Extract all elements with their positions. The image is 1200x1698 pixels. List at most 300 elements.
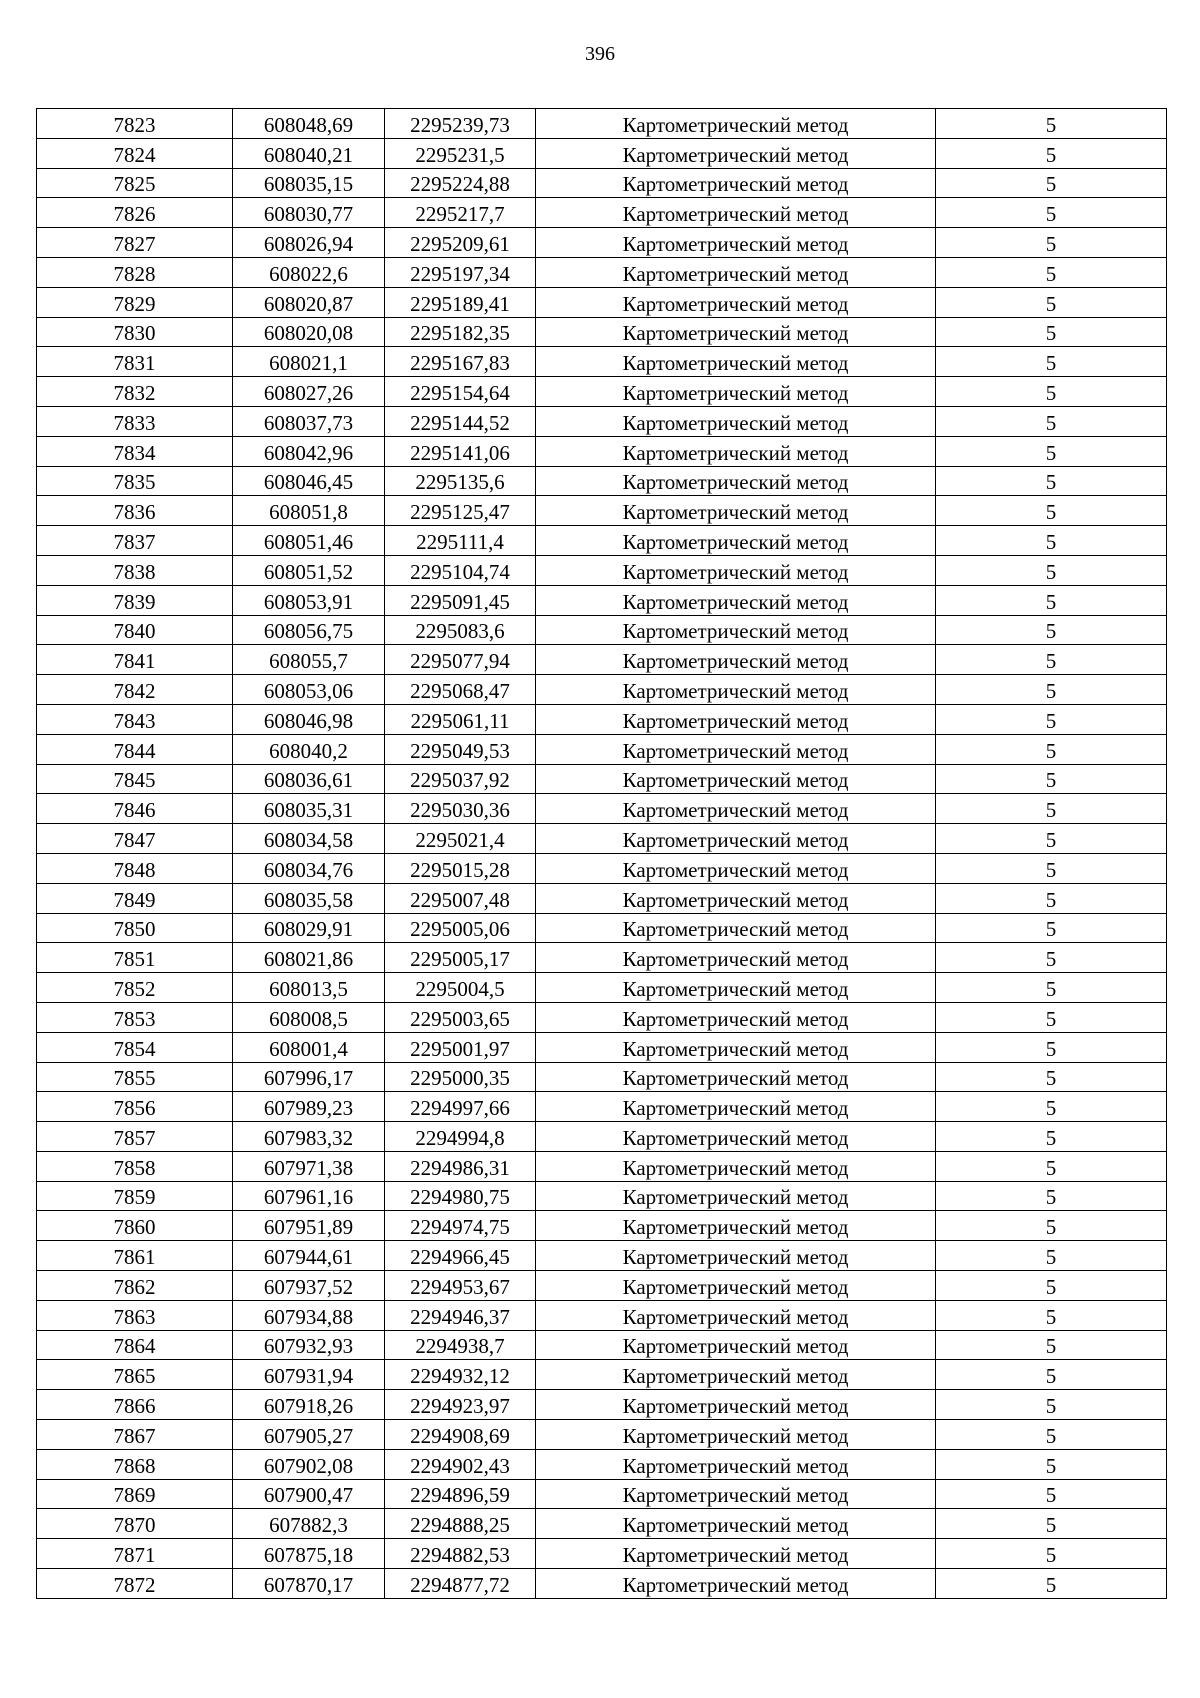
point-number-cell: 7838 <box>37 555 233 585</box>
method-cell: Картометрический метод <box>536 466 936 496</box>
point-number-cell: 7840 <box>37 615 233 645</box>
x-coordinate-cell: 607934,88 <box>233 1300 385 1330</box>
table-row <box>37 109 1167 139</box>
point-number-cell: 7858 <box>37 1151 233 1181</box>
point-number-cell: 7827 <box>37 228 233 258</box>
y-coordinate-cell: 2295083,6 <box>385 615 536 645</box>
x-coordinate-cell: 608013,5 <box>233 973 385 1003</box>
accuracy-cell: 5 <box>936 734 1167 764</box>
accuracy-cell: 5 <box>936 1151 1167 1181</box>
table-row <box>37 1300 1167 1330</box>
point-number-cell: 7863 <box>37 1300 233 1330</box>
y-coordinate-cell: 2294896,59 <box>385 1479 536 1509</box>
y-coordinate-cell: 2295001,97 <box>385 1032 536 1062</box>
method-cell: Картометрический метод <box>536 1330 936 1360</box>
x-coordinate-cell: 608036,61 <box>233 764 385 794</box>
point-number-cell: 7830 <box>37 317 233 347</box>
y-coordinate-cell: 2294888,25 <box>385 1509 536 1539</box>
x-coordinate-cell: 608053,91 <box>233 585 385 615</box>
accuracy-cell: 5 <box>936 973 1167 1003</box>
y-coordinate-cell: 2294902,43 <box>385 1449 536 1479</box>
x-coordinate-cell: 608053,06 <box>233 675 385 705</box>
point-number-cell: 7833 <box>37 406 233 436</box>
y-coordinate-cell: 2295111,4 <box>385 526 536 556</box>
point-number-cell: 7825 <box>37 168 233 198</box>
accuracy-cell: 5 <box>936 168 1167 198</box>
method-cell: Картометрический метод <box>536 734 936 764</box>
method-cell: Картометрический метод <box>536 704 936 734</box>
accuracy-cell: 5 <box>936 1092 1167 1122</box>
x-coordinate-cell: 608046,98 <box>233 704 385 734</box>
point-number-cell: 7844 <box>37 734 233 764</box>
y-coordinate-cell: 2295091,45 <box>385 585 536 615</box>
y-coordinate-cell: 2294877,72 <box>385 1569 536 1599</box>
x-coordinate-cell: 607902,08 <box>233 1449 385 1479</box>
y-coordinate-cell: 2294953,67 <box>385 1271 536 1301</box>
accuracy-cell: 5 <box>936 585 1167 615</box>
method-cell: Картометрический метод <box>536 317 936 347</box>
table-row <box>37 1539 1167 1569</box>
table-row <box>37 675 1167 705</box>
method-cell: Картометрический метод <box>536 1092 936 1122</box>
point-number-cell: 7868 <box>37 1449 233 1479</box>
method-cell: Картометрический метод <box>536 1062 936 1092</box>
x-coordinate-cell: 608020,87 <box>233 287 385 317</box>
y-coordinate-cell: 2294997,66 <box>385 1092 536 1122</box>
method-cell: Картометрический метод <box>536 764 936 794</box>
x-coordinate-cell: 608020,08 <box>233 317 385 347</box>
x-coordinate-cell: 608055,7 <box>233 645 385 675</box>
y-coordinate-cell: 2295231,5 <box>385 138 536 168</box>
method-cell: Картометрический метод <box>536 168 936 198</box>
table-row <box>37 764 1167 794</box>
x-coordinate-cell: 607951,89 <box>233 1211 385 1241</box>
point-number-cell: 7828 <box>37 257 233 287</box>
x-coordinate-cell: 607961,16 <box>233 1181 385 1211</box>
page-number: 396 <box>585 43 615 65</box>
table-row <box>37 615 1167 645</box>
point-number-cell: 7841 <box>37 645 233 675</box>
table-row <box>37 406 1167 436</box>
point-number-cell: 7829 <box>37 287 233 317</box>
y-coordinate-cell: 2295049,53 <box>385 734 536 764</box>
y-coordinate-cell: 2295135,6 <box>385 466 536 496</box>
point-number-cell: 7855 <box>37 1062 233 1092</box>
point-number-cell: 7861 <box>37 1241 233 1271</box>
accuracy-cell: 5 <box>936 436 1167 466</box>
x-coordinate-cell: 607870,17 <box>233 1569 385 1599</box>
y-coordinate-cell: 2295030,36 <box>385 794 536 824</box>
accuracy-cell: 5 <box>936 1539 1167 1569</box>
x-coordinate-cell: 608029,91 <box>233 913 385 943</box>
accuracy-cell: 5 <box>936 347 1167 377</box>
x-coordinate-cell: 607905,27 <box>233 1420 385 1450</box>
x-coordinate-cell: 608037,73 <box>233 406 385 436</box>
accuracy-cell: 5 <box>936 1420 1167 1450</box>
method-cell: Картометрический метод <box>536 555 936 585</box>
point-number-cell: 7871 <box>37 1539 233 1569</box>
x-coordinate-cell: 607931,94 <box>233 1360 385 1390</box>
point-number-cell: 7837 <box>37 526 233 556</box>
point-number-cell: 7853 <box>37 1002 233 1032</box>
accuracy-cell: 5 <box>936 1569 1167 1599</box>
x-coordinate-cell: 608051,46 <box>233 526 385 556</box>
table-row <box>37 1062 1167 1092</box>
x-coordinate-cell: 608030,77 <box>233 198 385 228</box>
point-number-cell: 7862 <box>37 1271 233 1301</box>
point-number-cell: 7852 <box>37 973 233 1003</box>
point-number-cell: 7848 <box>37 853 233 883</box>
y-coordinate-cell: 2295077,94 <box>385 645 536 675</box>
y-coordinate-cell: 2294994,8 <box>385 1122 536 1152</box>
method-cell: Картометрический метод <box>536 794 936 824</box>
table-row <box>37 1509 1167 1539</box>
method-cell: Картометрический метод <box>536 675 936 705</box>
x-coordinate-cell: 608034,76 <box>233 853 385 883</box>
table-row <box>37 1002 1167 1032</box>
y-coordinate-cell: 2295005,06 <box>385 913 536 943</box>
table-row <box>37 466 1167 496</box>
table-row <box>37 794 1167 824</box>
method-cell: Картометрический метод <box>536 883 936 913</box>
method-cell: Картометрический метод <box>536 287 936 317</box>
y-coordinate-cell: 2295005,17 <box>385 943 536 973</box>
y-coordinate-cell: 2295061,11 <box>385 704 536 734</box>
y-coordinate-cell: 2294980,75 <box>385 1181 536 1211</box>
accuracy-cell: 5 <box>936 466 1167 496</box>
accuracy-cell: 5 <box>936 675 1167 705</box>
accuracy-cell: 5 <box>936 615 1167 645</box>
point-number-cell: 7834 <box>37 436 233 466</box>
accuracy-cell: 5 <box>936 824 1167 854</box>
y-coordinate-cell: 2295154,64 <box>385 377 536 407</box>
accuracy-cell: 5 <box>936 1390 1167 1420</box>
point-number-cell: 7847 <box>37 824 233 854</box>
method-cell: Картометрический метод <box>536 913 936 943</box>
accuracy-cell: 5 <box>936 1122 1167 1152</box>
method-cell: Картометрический метод <box>536 585 936 615</box>
y-coordinate-cell: 2294938,7 <box>385 1330 536 1360</box>
point-number-cell: 7851 <box>37 943 233 973</box>
method-cell: Картометрический метод <box>536 228 936 258</box>
table-row <box>37 1449 1167 1479</box>
table-row <box>37 1271 1167 1301</box>
table-row <box>37 1569 1167 1599</box>
y-coordinate-cell: 2295068,47 <box>385 675 536 705</box>
accuracy-cell: 5 <box>936 883 1167 913</box>
accuracy-cell: 5 <box>936 645 1167 675</box>
table-row <box>37 198 1167 228</box>
y-coordinate-cell: 2295037,92 <box>385 764 536 794</box>
method-cell: Картометрический метод <box>536 347 936 377</box>
method-cell: Картометрический метод <box>536 257 936 287</box>
y-coordinate-cell: 2294966,45 <box>385 1241 536 1271</box>
accuracy-cell: 5 <box>936 555 1167 585</box>
table-row <box>37 824 1167 854</box>
method-cell: Картометрический метод <box>536 377 936 407</box>
accuracy-cell: 5 <box>936 1002 1167 1032</box>
y-coordinate-cell: 2294923,97 <box>385 1390 536 1420</box>
x-coordinate-cell: 608051,52 <box>233 555 385 585</box>
accuracy-cell: 5 <box>936 704 1167 734</box>
y-coordinate-cell: 2295239,73 <box>385 109 536 139</box>
method-cell: Картометрический метод <box>536 138 936 168</box>
y-coordinate-cell: 2295197,34 <box>385 257 536 287</box>
table-row <box>37 585 1167 615</box>
point-number-cell: 7839 <box>37 585 233 615</box>
y-coordinate-cell: 2295003,65 <box>385 1002 536 1032</box>
x-coordinate-cell: 607937,52 <box>233 1271 385 1301</box>
accuracy-cell: 5 <box>936 138 1167 168</box>
method-cell: Картометрический метод <box>536 943 936 973</box>
x-coordinate-cell: 608051,8 <box>233 496 385 526</box>
method-cell: Картометрический метод <box>536 824 936 854</box>
accuracy-cell: 5 <box>936 1509 1167 1539</box>
table-row <box>37 1032 1167 1062</box>
table-row <box>37 257 1167 287</box>
accuracy-cell: 5 <box>936 913 1167 943</box>
x-coordinate-cell: 607882,3 <box>233 1509 385 1539</box>
accuracy-cell: 5 <box>936 377 1167 407</box>
accuracy-cell: 5 <box>936 287 1167 317</box>
x-coordinate-cell: 607983,32 <box>233 1122 385 1152</box>
table-row <box>37 1479 1167 1509</box>
table-row <box>37 496 1167 526</box>
x-coordinate-cell: 608035,58 <box>233 883 385 913</box>
y-coordinate-cell: 2294986,31 <box>385 1151 536 1181</box>
table-row <box>37 168 1167 198</box>
point-number-cell: 7864 <box>37 1330 233 1360</box>
x-coordinate-cell: 608042,96 <box>233 436 385 466</box>
table-row <box>37 853 1167 883</box>
method-cell: Картометрический метод <box>536 1181 936 1211</box>
method-cell: Картометрический метод <box>536 1509 936 1539</box>
accuracy-cell: 5 <box>936 1062 1167 1092</box>
y-coordinate-cell: 2294882,53 <box>385 1539 536 1569</box>
accuracy-cell: 5 <box>936 764 1167 794</box>
table-row <box>37 138 1167 168</box>
x-coordinate-cell: 608046,45 <box>233 466 385 496</box>
table-row <box>37 1151 1167 1181</box>
point-number-cell: 7849 <box>37 883 233 913</box>
table-row <box>37 347 1167 377</box>
point-number-cell: 7845 <box>37 764 233 794</box>
table-row <box>37 228 1167 258</box>
point-number-cell: 7831 <box>37 347 233 377</box>
x-coordinate-cell: 607944,61 <box>233 1241 385 1271</box>
table-row <box>37 1420 1167 1450</box>
y-coordinate-cell: 2295000,35 <box>385 1062 536 1092</box>
table-row <box>37 436 1167 466</box>
point-number-cell: 7850 <box>37 913 233 943</box>
point-number-cell: 7867 <box>37 1420 233 1450</box>
accuracy-cell: 5 <box>936 496 1167 526</box>
table-row <box>37 317 1167 347</box>
accuracy-cell: 5 <box>936 1449 1167 1479</box>
y-coordinate-cell: 2295209,61 <box>385 228 536 258</box>
y-coordinate-cell: 2294974,75 <box>385 1211 536 1241</box>
x-coordinate-cell: 608022,6 <box>233 257 385 287</box>
accuracy-cell: 5 <box>936 1300 1167 1330</box>
table-row <box>37 1181 1167 1211</box>
point-number-cell: 7846 <box>37 794 233 824</box>
point-number-cell: 7870 <box>37 1509 233 1539</box>
accuracy-cell: 5 <box>936 853 1167 883</box>
accuracy-cell: 5 <box>936 228 1167 258</box>
point-number-cell: 7859 <box>37 1181 233 1211</box>
method-cell: Картометрический метод <box>536 496 936 526</box>
point-number-cell: 7865 <box>37 1360 233 1390</box>
table-row <box>37 1122 1167 1152</box>
accuracy-cell: 5 <box>936 1181 1167 1211</box>
accuracy-cell: 5 <box>936 1032 1167 1062</box>
point-number-cell: 7872 <box>37 1569 233 1599</box>
method-cell: Картометрический метод <box>536 1569 936 1599</box>
y-coordinate-cell: 2295007,48 <box>385 883 536 913</box>
coordinates-table-body <box>37 109 1167 1599</box>
x-coordinate-cell: 607875,18 <box>233 1539 385 1569</box>
method-cell: Картометрический метод <box>536 526 936 556</box>
accuracy-cell: 5 <box>936 109 1167 139</box>
method-cell: Картометрический метод <box>536 615 936 645</box>
x-coordinate-cell: 608034,58 <box>233 824 385 854</box>
method-cell: Картометрический метод <box>536 1002 936 1032</box>
y-coordinate-cell: 2295141,06 <box>385 436 536 466</box>
table-row <box>37 1211 1167 1241</box>
point-number-cell: 7860 <box>37 1211 233 1241</box>
table-row <box>37 704 1167 734</box>
accuracy-cell: 5 <box>936 794 1167 824</box>
y-coordinate-cell: 2294946,37 <box>385 1300 536 1330</box>
x-coordinate-cell: 608027,26 <box>233 377 385 407</box>
point-number-cell: 7832 <box>37 377 233 407</box>
table-row <box>37 943 1167 973</box>
y-coordinate-cell: 2295125,47 <box>385 496 536 526</box>
method-cell: Картометрический метод <box>536 1360 936 1390</box>
point-number-cell: 7857 <box>37 1122 233 1152</box>
y-coordinate-cell: 2295182,35 <box>385 317 536 347</box>
method-cell: Картометрический метод <box>536 1241 936 1271</box>
accuracy-cell: 5 <box>936 317 1167 347</box>
x-coordinate-cell: 608008,5 <box>233 1002 385 1032</box>
accuracy-cell: 5 <box>936 1271 1167 1301</box>
table-row <box>37 555 1167 585</box>
table-row <box>37 1330 1167 1360</box>
method-cell: Картометрический метод <box>536 1479 936 1509</box>
method-cell: Картометрический метод <box>536 645 936 675</box>
x-coordinate-cell: 608048,69 <box>233 109 385 139</box>
method-cell: Картометрический метод <box>536 1271 936 1301</box>
table-row <box>37 1092 1167 1122</box>
method-cell: Картометрический метод <box>536 1420 936 1450</box>
x-coordinate-cell: 607989,23 <box>233 1092 385 1122</box>
point-number-cell: 7824 <box>37 138 233 168</box>
x-coordinate-cell: 607900,47 <box>233 1479 385 1509</box>
point-number-cell: 7823 <box>37 109 233 139</box>
accuracy-cell: 5 <box>936 1360 1167 1390</box>
table-row <box>37 883 1167 913</box>
x-coordinate-cell: 608035,31 <box>233 794 385 824</box>
y-coordinate-cell: 2294908,69 <box>385 1420 536 1450</box>
method-cell: Картометрический метод <box>536 436 936 466</box>
x-coordinate-cell: 608021,1 <box>233 347 385 377</box>
point-number-cell: 7835 <box>37 466 233 496</box>
y-coordinate-cell: 2295189,41 <box>385 287 536 317</box>
y-coordinate-cell: 2295015,28 <box>385 853 536 883</box>
y-coordinate-cell: 2295004,5 <box>385 973 536 1003</box>
x-coordinate-cell: 608001,4 <box>233 1032 385 1062</box>
point-number-cell: 7866 <box>37 1390 233 1420</box>
table-row <box>37 1390 1167 1420</box>
method-cell: Картометрический метод <box>536 1539 936 1569</box>
y-coordinate-cell: 2295021,4 <box>385 824 536 854</box>
table-row <box>37 526 1167 556</box>
table-row <box>37 377 1167 407</box>
y-coordinate-cell: 2295104,74 <box>385 555 536 585</box>
table-row <box>37 287 1167 317</box>
x-coordinate-cell: 607918,26 <box>233 1390 385 1420</box>
method-cell: Картометрический метод <box>536 1151 936 1181</box>
coordinates-table <box>36 108 1167 1599</box>
y-coordinate-cell: 2295224,88 <box>385 168 536 198</box>
accuracy-cell: 5 <box>936 1479 1167 1509</box>
table-row <box>37 1241 1167 1271</box>
accuracy-cell: 5 <box>936 943 1167 973</box>
x-coordinate-cell: 607932,93 <box>233 1330 385 1360</box>
method-cell: Картометрический метод <box>536 198 936 228</box>
method-cell: Картометрический метод <box>536 853 936 883</box>
table-row <box>37 913 1167 943</box>
method-cell: Картометрический метод <box>536 1032 936 1062</box>
accuracy-cell: 5 <box>936 1241 1167 1271</box>
table-row <box>37 645 1167 675</box>
table-row <box>37 973 1167 1003</box>
point-number-cell: 7854 <box>37 1032 233 1062</box>
x-coordinate-cell: 607996,17 <box>233 1062 385 1092</box>
x-coordinate-cell: 608021,86 <box>233 943 385 973</box>
y-coordinate-cell: 2294932,12 <box>385 1360 536 1390</box>
method-cell: Картометрический метод <box>536 1122 936 1152</box>
method-cell: Картометрический метод <box>536 109 936 139</box>
x-coordinate-cell: 608056,75 <box>233 615 385 645</box>
y-coordinate-cell: 2295144,52 <box>385 406 536 436</box>
table-row <box>37 1360 1167 1390</box>
method-cell: Картометрический метод <box>536 406 936 436</box>
x-coordinate-cell: 607971,38 <box>233 1151 385 1181</box>
point-number-cell: 7826 <box>37 198 233 228</box>
method-cell: Картометрический метод <box>536 973 936 1003</box>
point-number-cell: 7836 <box>37 496 233 526</box>
accuracy-cell: 5 <box>936 257 1167 287</box>
x-coordinate-cell: 608026,94 <box>233 228 385 258</box>
accuracy-cell: 5 <box>936 1330 1167 1360</box>
accuracy-cell: 5 <box>936 406 1167 436</box>
point-number-cell: 7869 <box>37 1479 233 1509</box>
point-number-cell: 7856 <box>37 1092 233 1122</box>
x-coordinate-cell: 608040,21 <box>233 138 385 168</box>
y-coordinate-cell: 2295217,7 <box>385 198 536 228</box>
method-cell: Картометрический метод <box>536 1211 936 1241</box>
point-number-cell: 7842 <box>37 675 233 705</box>
x-coordinate-cell: 608035,15 <box>233 168 385 198</box>
method-cell: Картометрический метод <box>536 1300 936 1330</box>
method-cell: Картометрический метод <box>536 1449 936 1479</box>
accuracy-cell: 5 <box>936 1211 1167 1241</box>
method-cell: Картометрический метод <box>536 1390 936 1420</box>
point-number-cell: 7843 <box>37 704 233 734</box>
y-coordinate-cell: 2295167,83 <box>385 347 536 377</box>
accuracy-cell: 5 <box>936 198 1167 228</box>
